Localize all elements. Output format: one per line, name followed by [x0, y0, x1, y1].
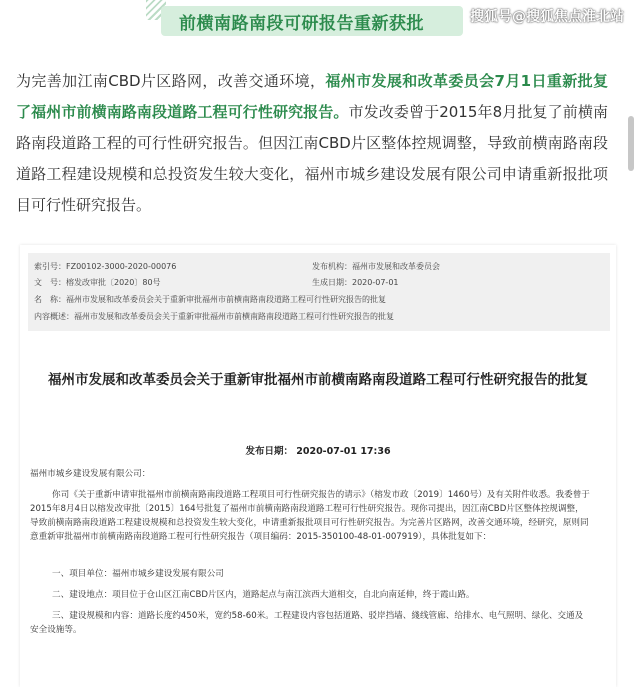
meta-name [34, 294, 386, 305]
intro-text-2: 市发改委曾于2015年8月批复了前横南路南段道路工程的可行性研究报告。但因江南CBD片区整体控规调整，导致前横南路南段道路工程建设规模和总投资发生较大变化，福州市城乡建设发展有限公司申请重新报批项目可行性研究报告。 [16, 103, 608, 214]
scrollbar[interactable] [626, 44, 636, 687]
document-meta-table [28, 253, 610, 331]
document-item-3: 三、建设规模和内容：道路长度约450米，宽约58-60米。工程建设内容包括道路、驳岸挡墙、綫线管廊、给排水、电气照明、绿化、交通及安全设施等。 [30, 611, 584, 635]
meta-docno-value: 榕发改审批〔2020〕80号 [66, 278, 161, 287]
meta-issuer-value: 福州市发展和改革委员会 [352, 262, 440, 271]
meta-index-value: FZ00102-3000-2020-00076 [66, 262, 177, 271]
meta-date-value: 2020-07-01 [352, 278, 399, 287]
document-screenshot [20, 245, 616, 687]
source-watermark: 搜狐号@搜狐焦点淮北站 [470, 9, 624, 25]
intro-highlight: 福州市发展和改革委员会7月1日重新批复了福州市前横南路南段道路工程可行性研究报告。 [16, 72, 608, 121]
article-title: 前横南路南段可研报告重新获批 [179, 13, 424, 34]
document-title: 福州市发展和改革委员会关于重新审批福州市前横南路南段道路工程可行性研究报告的批复 [48, 372, 588, 388]
meta-docno-label: 文 号： [34, 278, 66, 287]
meta-issuer [312, 261, 440, 272]
article-title-badge [161, 6, 463, 36]
meta-summary-value: 福州市发展和改革委员会关于重新审批福州市前横南路南段道路工程可行性研究报告的批复 [74, 312, 394, 321]
intro-text-1: 为完善加江南CBD片区路网，改善交通环境， [16, 72, 326, 90]
document-item-2: 二、建设地点：项目位于仓山区江南CBD片区内，道路起点与南江滨西大道相交，自北向南延伸，终于霞山路。 [52, 590, 475, 600]
meta-summary-label: 内容概述： [34, 312, 74, 321]
meta-date-label: 生成日期： [312, 278, 352, 287]
document-addressee: 福州市城乡建设发展有限公司： [30, 469, 151, 479]
meta-name-label: 名 称： [34, 295, 66, 304]
intro-paragraph [16, 66, 608, 221]
document-item-1: 一、项目单位：福州市城乡建设发展有限公司 [52, 569, 224, 579]
meta-docno [34, 277, 161, 288]
document-body: 你司《关于重新申请审批福州市前横南路南段道路工程项目可行性研究报告的请示》（榕发市政〔2019〕1460号）及有关附件收悉。我委曾于2015年8月4日以榕发改审批〔2015〕164号批复了福州市前横南路南段道路工程可行性研究报告。现你司提出，因江南CBD片区整体控规调整，导致前横南路南段道路工程建设规模和总投资发生较大变化，申请重新报批项目可行性研究报告。为完善片区路网，改善交通环境，经研究，原则同意重新审批福州市前横南路南段道路工程可行性研究报告（项目编码：2015-350100-48-01-007919），具体批复如下： [30, 490, 590, 542]
scrollbar-thumb[interactable] [628, 116, 634, 171]
meta-date [312, 277, 399, 288]
document-publish-date: 发布日期： 2020-07-01 17:36 [245, 446, 391, 457]
meta-index [34, 261, 176, 272]
meta-issuer-label: 发布机构： [312, 262, 352, 271]
meta-name-value: 福州市发展和改革委员会关于重新审批福州市前横南路南段道路工程可行性研究报告的批复 [66, 295, 386, 304]
meta-summary [34, 311, 394, 322]
meta-index-label: 索引号： [34, 262, 66, 271]
